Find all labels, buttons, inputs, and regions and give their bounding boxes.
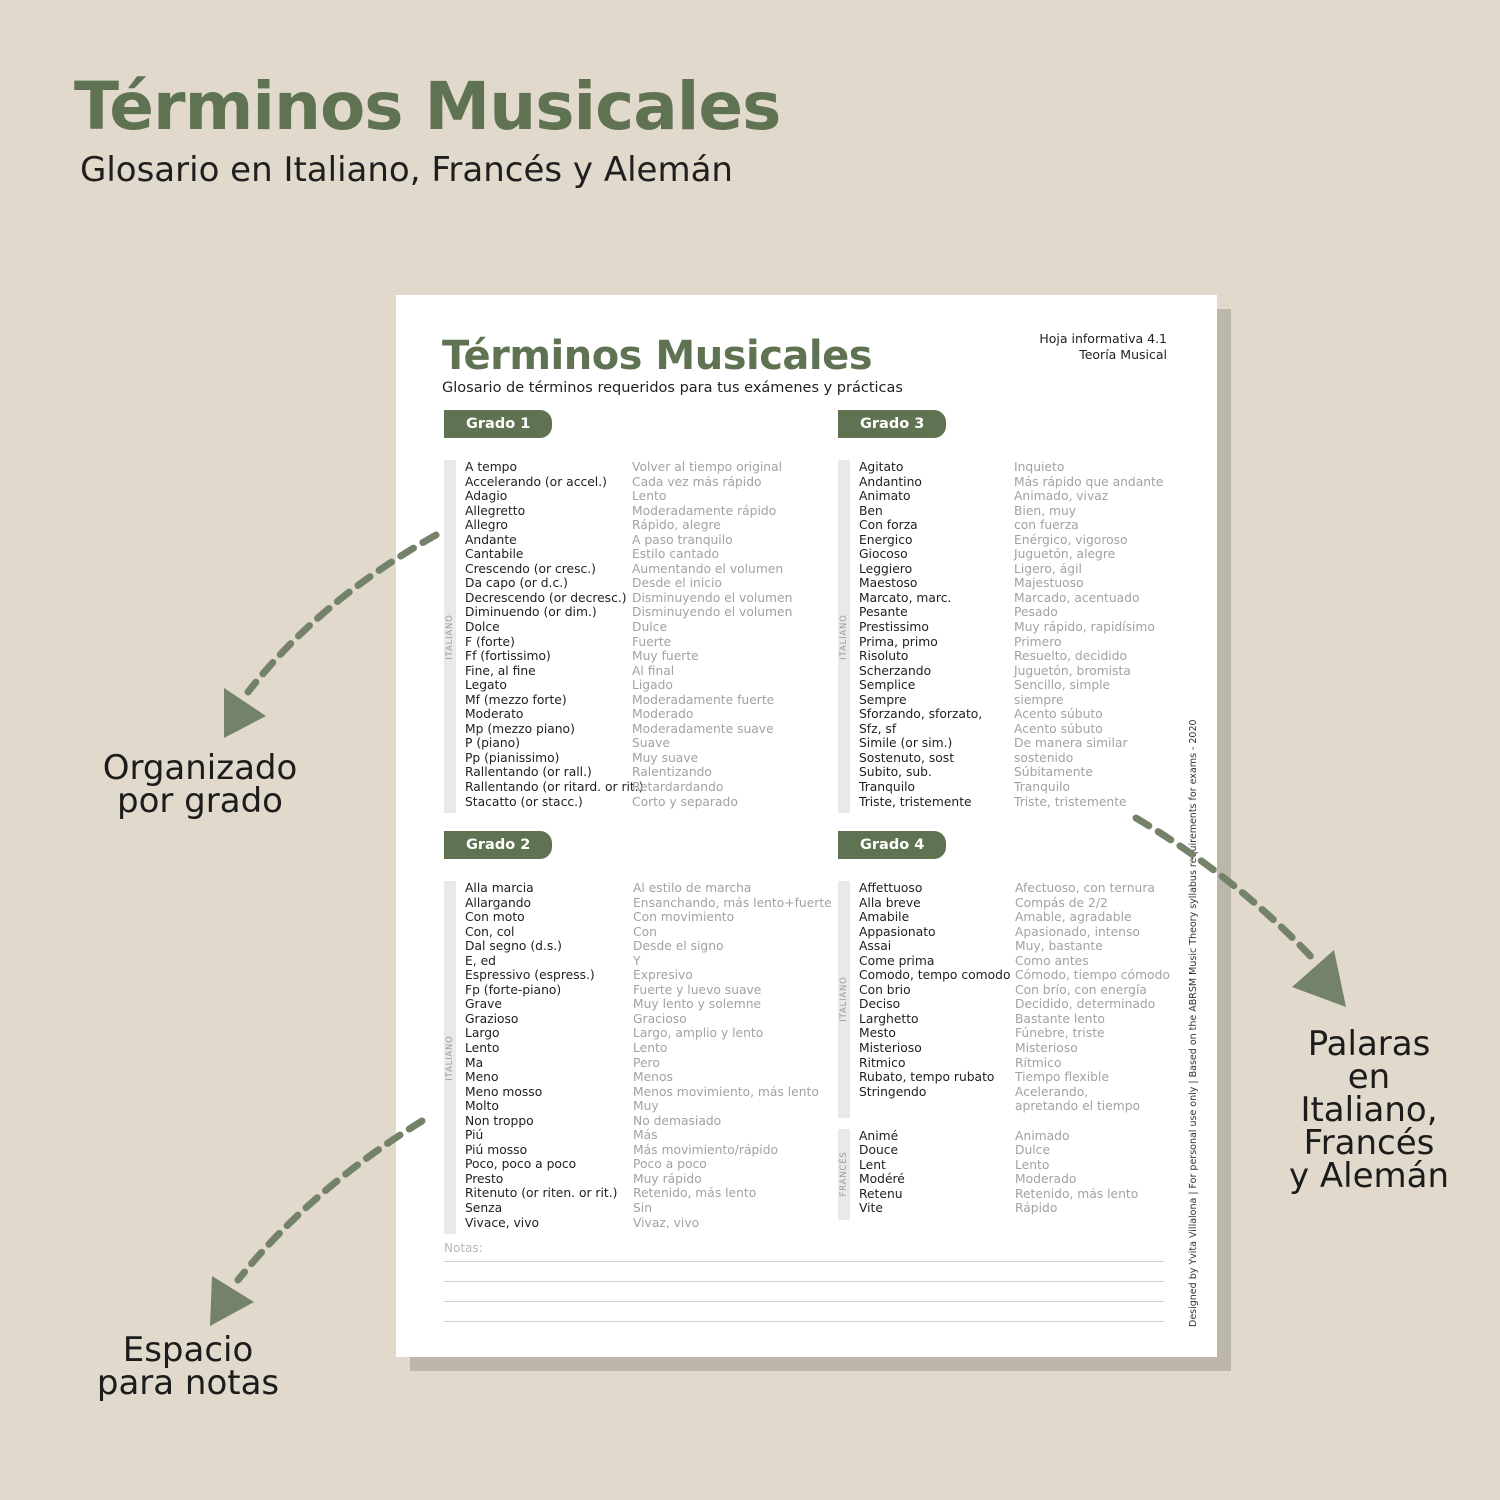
term-meaning: Primero (1014, 634, 1062, 649)
term: Da capo (or d.c.) (465, 576, 568, 591)
term-meaning: Volver al tiempo original (632, 460, 783, 474)
term-meaning: Rítmico (1015, 1055, 1062, 1070)
term-meaning: Con movimiento (633, 910, 735, 925)
term-meaning: De manera similar (1014, 736, 1128, 751)
term: Risoluto (859, 649, 909, 664)
term: Appasionato (859, 924, 936, 939)
callout-line: Italiano, (1300, 1090, 1438, 1130)
term-meaning: Acento súbuto (1014, 707, 1103, 722)
term: Fine, al fine (465, 663, 536, 678)
arrow-to-grades-line (248, 535, 436, 692)
term: P (piano) (465, 736, 520, 751)
term-meaning: con fuerza (1014, 518, 1079, 533)
term: Dolce (465, 620, 500, 635)
term: Meno (465, 1070, 499, 1085)
term: Ritmico (859, 1055, 906, 1070)
term: Sfz, sf (859, 721, 897, 736)
term: Con brio (859, 982, 911, 997)
term-meaning: Inquieto (1014, 460, 1065, 474)
term: Giocoso (859, 547, 908, 562)
term: Allargando (465, 895, 532, 910)
term: Subito, sub. (859, 765, 932, 780)
term: Lento (465, 1041, 500, 1056)
term-meaning: Ralentizando (632, 765, 712, 780)
term-meaning: Cómodo, tiempo cómodo (1015, 968, 1170, 983)
term-meaning: A paso tranquilo (632, 532, 733, 547)
term: Animé (859, 1128, 899, 1143)
grade-tab: Grado 2 (444, 831, 552, 859)
term-meaning: Enérgico, vigoroso (1014, 532, 1128, 547)
term: Assai (859, 939, 892, 954)
term: Piú (465, 1128, 484, 1143)
term: Fp (forte-piano) (465, 982, 562, 997)
term-meaning: Desde el signo (633, 939, 724, 954)
term: Prestissimo (859, 620, 929, 635)
term: Andante (465, 532, 517, 547)
term: Stringendo (859, 1084, 927, 1099)
term-meaning: Acelerando, (1015, 1084, 1089, 1099)
term: Ff (fortissimo) (465, 649, 551, 664)
term-meaning: Retenido, más lento (1015, 1186, 1139, 1201)
term-meaning: Lento (1015, 1157, 1050, 1172)
term: Meno mosso (465, 1084, 543, 1099)
term-meaning: Sin (633, 1201, 653, 1216)
term-meaning: Muy suave (632, 750, 699, 765)
term-meaning: Misterioso (1015, 1041, 1078, 1056)
term: Triste, tristemente (859, 794, 972, 809)
term: Agitato (859, 460, 904, 474)
term: F (forte) (465, 634, 515, 649)
term: Douce (859, 1143, 899, 1158)
term-meaning: Majestuoso (1014, 576, 1084, 591)
term: Allegro (465, 518, 508, 533)
term-meaning: Ensanchando, más lento+fuerte (633, 895, 832, 910)
term: Marcato, marc. (859, 590, 952, 605)
arrow-to-notes-head (210, 1276, 254, 1326)
grade-tab: Grado 3 (838, 410, 946, 438)
term: Sempre (859, 692, 907, 707)
term-meaning: Fuerte y luevo suave (633, 982, 762, 997)
term-meaning: Largo, amplio y lento (633, 1026, 764, 1041)
term-meaning: Juguetón, alegre (1014, 547, 1116, 562)
sheet-meta-number: Hoja informativa 4.1 (1039, 331, 1167, 346)
callout-line: Francés (1303, 1123, 1435, 1163)
term: Misterioso (859, 1041, 922, 1056)
term-meaning: Corto y separado (632, 794, 738, 809)
term: Rallentando (or ritard. or rit.) (465, 780, 644, 795)
term: Lent (859, 1157, 886, 1172)
term: Simile (or sim.) (859, 736, 953, 751)
term-meaning: Moderado (632, 707, 694, 722)
term: Non troppo (465, 1113, 534, 1128)
term: Amabile (859, 910, 910, 925)
term-meaning: Lento (632, 489, 667, 504)
term: Presto (465, 1171, 504, 1186)
hero-title: Términos Musicales (74, 68, 781, 145)
term-meaning: Juguetón, bromista (1014, 663, 1131, 678)
term: Ma (465, 1055, 484, 1070)
term-meaning: Menos (633, 1070, 673, 1085)
term-meaning: Animado (1015, 1128, 1070, 1143)
term: Comodo, tempo comodo (859, 968, 1011, 983)
term-meaning: Dulce (1015, 1143, 1051, 1158)
term-meaning: Al estilo de marcha (633, 881, 752, 895)
term: Cantabile (465, 547, 524, 562)
callout-line: Palaras (1307, 1024, 1431, 1064)
callout-line: en (1347, 1057, 1391, 1097)
term: Semplice (859, 678, 916, 693)
term: Accelerando (or accel.) (465, 474, 607, 489)
term-meaning: Pesado (1014, 605, 1058, 620)
term: Mf (mezzo forte) (465, 692, 567, 707)
term: Decrescendo (or decresc.) (465, 590, 627, 605)
term-meaning: Muy fuerte (632, 649, 699, 664)
term-meaning: Ligado (632, 678, 673, 693)
term: Tranquilo (859, 780, 916, 795)
term-meaning: Lento (633, 1041, 668, 1056)
term-meaning: Moderadamente rápido (632, 503, 777, 518)
term: Con, col (465, 924, 515, 939)
language-label: FRANCÉS (839, 1151, 849, 1197)
term: Piú mosso (465, 1142, 528, 1157)
term-meaning: Bien, muy (1014, 503, 1077, 518)
term: Deciso (859, 997, 901, 1012)
term-meaning: Estilo cantado (632, 547, 720, 562)
term-meaning: Más rápido que andante (1014, 474, 1164, 489)
term-meaning: Pero (633, 1055, 660, 1070)
term-meaning: Gracioso (633, 1011, 687, 1026)
term: Poco, poco a poco (465, 1157, 577, 1172)
term: Andantino (859, 474, 922, 489)
term-meaning: Suave (632, 736, 670, 751)
term-meaning: Moderadamente suave (632, 721, 774, 736)
term: Mesto (859, 1026, 896, 1041)
term-meaning: Con (633, 924, 657, 939)
term: Senza (465, 1201, 503, 1216)
term-meaning: Sencillo, simple (1014, 678, 1111, 693)
term: Con moto (465, 910, 525, 925)
term-meaning: Disminuyendo el volumen (632, 605, 793, 620)
term-meaning: Al final (632, 663, 675, 678)
term-meaning: Decidido, determinado (1015, 997, 1156, 1012)
term-meaning: Muy rápido, rapidísimo (1014, 620, 1155, 635)
term: Moderato (465, 707, 524, 722)
term: Alla marcia (465, 881, 534, 895)
language-label: ITALIANO (839, 976, 849, 1023)
term: Modéré (859, 1172, 905, 1187)
term-meaning: Fúnebre, triste (1015, 1026, 1105, 1041)
term-meaning: Afectuoso, con ternura (1015, 881, 1155, 895)
term: Pp (pianissimo) (465, 750, 560, 765)
term-meaning: Vivaz, vivo (633, 1215, 700, 1230)
term-meaning: Desde el inicio (632, 576, 722, 591)
term: Diminuendo (or dim.) (465, 605, 597, 620)
term: Animato (859, 489, 911, 504)
term: Alla breve (859, 895, 921, 910)
term: Ritenuto (or riten. or rit.) (465, 1186, 618, 1201)
callout-line: Espacio (122, 1330, 254, 1370)
term: Largo (465, 1026, 500, 1041)
term-meaning: Marcado, acentuado (1014, 590, 1140, 605)
term-meaning: Más movimiento/rápido (633, 1142, 779, 1157)
term-meaning: Con brío, con energía (1015, 982, 1147, 997)
arrow-to-languages-head (1292, 950, 1346, 1007)
term: Stacatto (or stacc.) (465, 794, 583, 809)
term: Allegretto (465, 503, 526, 518)
term-meaning: Rápido (1015, 1201, 1058, 1216)
term: Sostenuto, sost (859, 750, 955, 765)
term: Affettuoso (859, 881, 923, 895)
term-meaning: Expresivo (633, 968, 693, 983)
term-meaning: Poco a poco (633, 1157, 707, 1172)
grade-tab: Grado 1 (444, 410, 552, 438)
term: Sforzando, sforzato, (859, 707, 983, 722)
term-meaning: Muy rápido (633, 1171, 702, 1186)
callout-line: por grado (117, 781, 283, 821)
term: Con forza (859, 518, 918, 533)
term-meaning: Y (633, 953, 641, 968)
term: Larghetto (859, 1011, 919, 1026)
term-meaning: Rápido, alegre (632, 518, 721, 533)
term-meaning: Retardardando (632, 780, 724, 795)
term-meaning: Triste, tristemente (1014, 794, 1127, 809)
term-meaning: Moderado (1015, 1172, 1077, 1187)
term-meaning: Dulce (632, 620, 668, 635)
callout-line: Organizado (102, 748, 298, 788)
term-meaning: Tranquilo (1014, 780, 1071, 795)
term-meaning: Compás de 2/2 (1015, 895, 1108, 910)
term-meaning: siempre (1014, 692, 1064, 707)
term-meaning: No demasiado (633, 1113, 722, 1128)
term: Prima, primo (859, 634, 938, 649)
term-meaning: Más (633, 1128, 658, 1143)
term-meaning: Súbitamente (1014, 765, 1093, 780)
sheet-title: Términos Musicales (442, 333, 873, 379)
term-meaning: Cada vez más rápido (632, 474, 762, 489)
language-label: ITALIANO (839, 613, 849, 660)
callout-line: para notas (96, 1363, 280, 1403)
term: Scherzando (859, 663, 932, 678)
term: E, ed (465, 953, 496, 968)
term: Legato (465, 678, 507, 693)
term-meaning: Muy (633, 1099, 659, 1114)
term: A tempo (465, 460, 518, 474)
term-meaning: Ligero, ágil (1014, 561, 1082, 576)
language-label: ITALIANO (445, 1034, 455, 1081)
term-meaning: Resuelto, decidido (1014, 649, 1128, 664)
term-meaning: Fuerte (632, 634, 672, 649)
term: Grave (465, 997, 502, 1012)
term: Vivace, vivo (465, 1215, 540, 1230)
term-meaning: Muy lento y solemne (633, 997, 762, 1012)
arrow-to-grades-head (224, 688, 266, 738)
term: Retenu (859, 1186, 903, 1201)
term: Rubato, tempo rubato (859, 1070, 995, 1085)
term: Maestoso (859, 576, 918, 591)
term-meaning: Tiempo flexible (1015, 1070, 1109, 1085)
term: Crescendo (or cresc.) (465, 561, 596, 576)
term: Grazioso (465, 1011, 519, 1026)
term-meaning: Acento súbuto (1014, 721, 1103, 736)
term-meaning: apretando el tiempo (1015, 1099, 1141, 1114)
term: Energico (859, 532, 913, 547)
notes-label: Notas: (444, 1241, 483, 1255)
designer-credit: Designed by Yvita Villalona | For personal use only | Based on the ABRSM Music Theory syllabus requirements for exams - 2020 (1188, 719, 1199, 1327)
language-label: ITALIANO (445, 613, 455, 660)
sheet-subtitle: Glosario de términos requeridos para tus exámenes y prácticas (442, 380, 903, 396)
term-meaning: Animado, vivaz (1014, 489, 1109, 504)
term-meaning: Disminuyendo el volumen (632, 590, 793, 605)
term-meaning: Menos movimiento, más lento (633, 1084, 819, 1099)
term-meaning: Retenido, más lento (633, 1186, 757, 1201)
term: Come prima (859, 953, 935, 968)
term: Mp (mezzo piano) (465, 721, 575, 736)
term-meaning: Moderadamente fuerte (632, 692, 775, 707)
term-meaning: Apasionado, intenso (1015, 924, 1140, 939)
term-meaning: Aumentando el volumen (632, 561, 784, 576)
term: Dal segno (d.s.) (465, 939, 562, 954)
sheet-meta-topic: Teoría Musical (1079, 347, 1167, 362)
term-meaning: Bastante lento (1015, 1011, 1105, 1026)
term-meaning: Como antes (1015, 953, 1089, 968)
term: Ben (859, 503, 883, 518)
grade-tab: Grado 4 (838, 831, 946, 859)
hero-subtitle: Glosario en Italiano, Francés y Alemán (80, 150, 733, 190)
term: Molto (465, 1099, 499, 1114)
arrow-to-languages-line (1136, 818, 1316, 962)
term: Vite (859, 1201, 883, 1216)
term: Espressivo (espress.) (465, 968, 595, 983)
term-meaning: Amable, agradable (1015, 910, 1132, 925)
arrow-to-notes-line (238, 1121, 422, 1280)
term: Pesante (859, 605, 908, 620)
term-meaning: Muy, bastante (1015, 939, 1103, 954)
term: Leggiero (859, 561, 913, 576)
term: Rallentando (or rall.) (465, 765, 592, 780)
term: Adagio (465, 489, 508, 504)
callout-line: y Alemán (1288, 1156, 1450, 1196)
term-meaning: sostenido (1014, 750, 1074, 765)
